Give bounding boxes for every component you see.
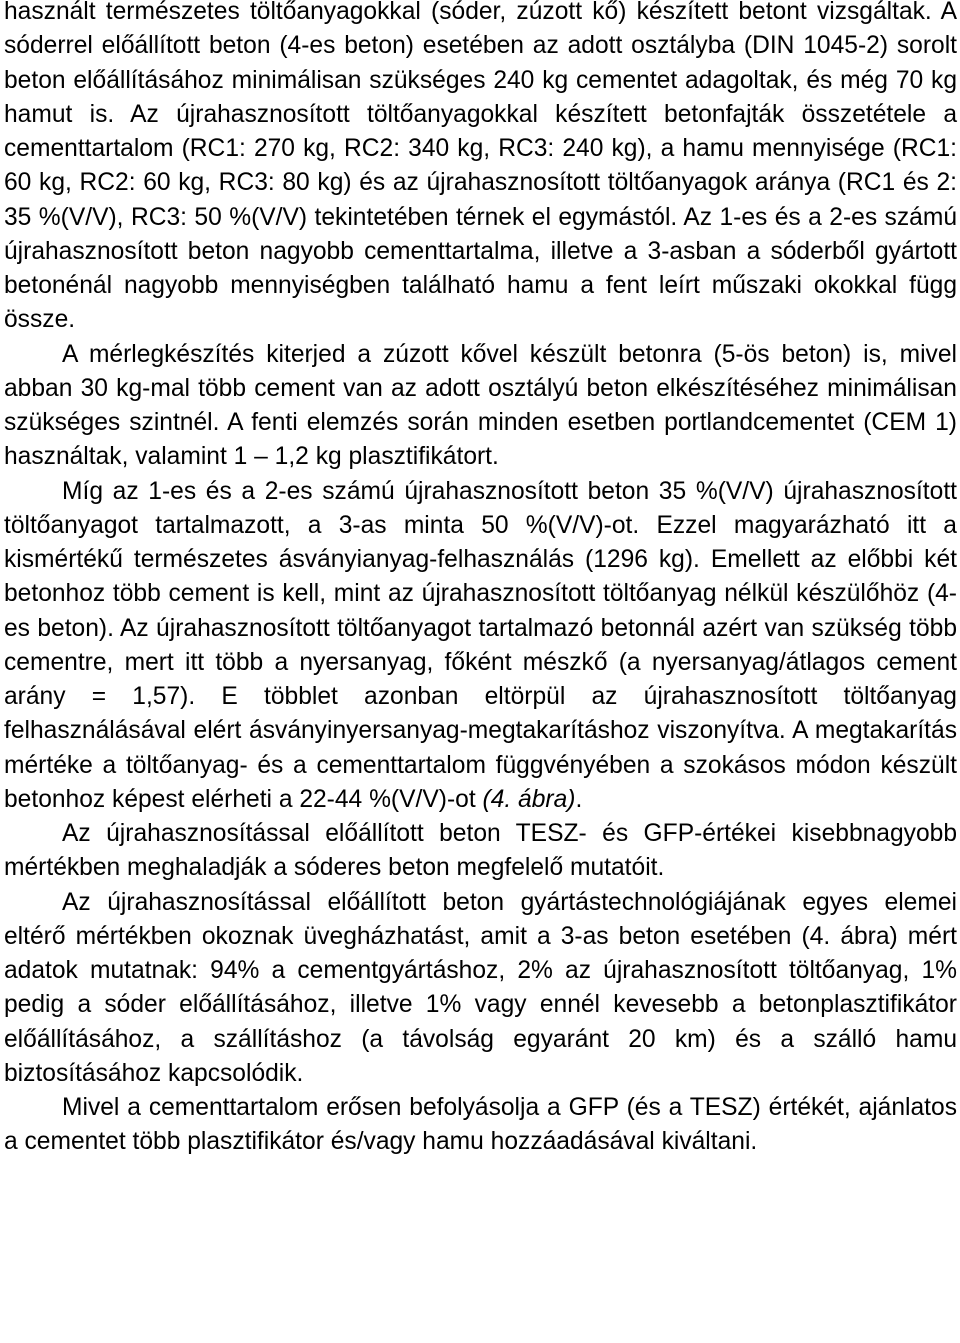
paragraph-3-tail: . — [575, 785, 583, 813]
paragraph-2: A mérlegkészítés kiterjed a zúzott kővel készült betonra (5-ös beton) is, mivel abban 30 kg-mal több cement van az adott osztályú beton elkészítéséhez minimálisan szükséges szintnél. A fenti elemzés során minden esetben portlandcementet (CEM 1) használtak, valamint 1 – 1,2 kg plasztifikátort. — [4, 340, 957, 471]
paragraph-3 — [4, 475, 957, 818]
paragraph-5: Az újrahasznosítással előállított beton gyártástechnológiájának egyes elemei eltérő mértékben okoznak üvegházhatást, amit a 3-as beton esetében (4. ábra) mért adatok mutatnak: 94% a cementgyártáshoz, 2% az újrahasznosított töltőanyag, 1% pedig a sóder előállításához, illetve 1% vagy ennél kevesebb a betonplasztifikátor előállításához, a szállításhoz (a távolság egyaránt 20 km) és a szálló hamu biztosításához kapcsolódik. — [4, 888, 957, 1087]
figure-reference: (4. ábra) — [482, 785, 576, 813]
paragraph-3-text: Míg az 1-es és a 2-es számú újrahasznosított beton 35 %(V/V) újrahasznosított töltőanyagot tartalmazott, a 3-as minta 50 %(V/V)-ot. Ezzel magyarázható itt a kismértékű természetes ásványianyag-felhasználás (1296 kg). Emellett az előbbi két betonhoz több cement is kell, mint az újrahasznosított töltőanyag nélkül készülőhöz (4-es beton). Az újrahasznosított töltőanyagot tartalmazó betonnál azért van szükség több cementre, mert itt több a nyersanyag, főként mészkő (a nyersanyag/átlagos cement arány = 1,57). E többlet azonban eltörpül az újrahasznosított töltőanyag felhasználásával elért ásványinyersanyag-megtakarításhoz viszonyítva. A megtakarítás mértéke a töltőanyag- és a cementtartalom függvényében a szokásos módon készült betonhoz képest elérheti a 22-44 %(V/V)-ot — [4, 477, 957, 813]
paragraph-6: Mivel a cementtartalom erősen befolyásolja a GFP (és a TESZ) értékét, ajánlatos a cementet több plasztifikátor és/vagy hamu hozzáadásával kiváltani. — [4, 1094, 957, 1156]
document-page — [4, 0, 957, 1160]
paragraph-4: Az újrahasznosítással előállított beton TESZ- és GFP-értékei kisebbnagyobb mértékben meghaladják a sóderes beton megfelelő mutatóit. — [4, 820, 957, 882]
paragraph-1: használt természetes töltőanyagokkal (sóder, zúzott kő) készített betont vizsgáltak. A sóderrel előállított beton (4-es beton) esetében az adott osztályba (DIN 1045-2) sorolt beton előállításához minimálisan szükséges 240 kg cementet adagoltak, és még 70 kg hamut is. Az újrahasznosított töltőanyagokkal készített betonfajták összetétele a cementtartalom (RC1: 270 kg, RC2: 340 kg, RC3: 240 kg), a hamu mennyisége (RC1: 60 kg, RC2: 60 kg, RC3: 80 kg) és az újrahasznosított töltőanyagok aránya (RC1 és 2: 35 %(V/V), RC3: 50 %(V/V) tekintetében térnek el egymástól. Az 1-es és a 2-es számú újrahasznosított beton nagyobb cementtartalma, illetve a 3-asban a sóderből gyártott betonénál nagyobb mennyiségben található hamu a fent leírt műszaki okokkal függ össze. — [4, 0, 957, 334]
